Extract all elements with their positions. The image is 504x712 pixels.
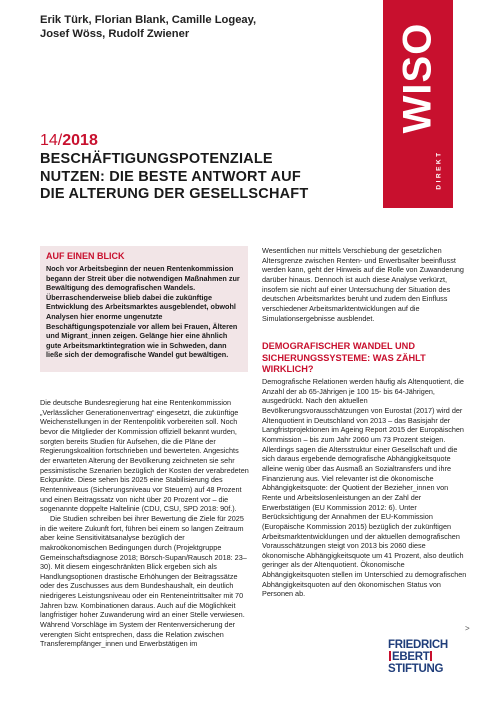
wiso-logo [383,0,453,208]
left-paragraph-2: Die Studien schreiben bei ihrer Bewertung die Ziele für 2025 in die weitere Zukunft fort, führen bei einem so langen Zeitraum aber keine Sensitivitätsanalyse bezüglich der makroökonomischen Bedingungen durch (Projektgruppe Gemeinschaftsdiagnose 2018; Börsch-Supan/Rausch 2018: 23–30). Mit diesem eingeschränkten Blick ergeben sich als Handlungsoptionen drastische Erhöhungen der Beitragssätze oder des Zuschusses aus dem Bundeshaushalt, ein deutlich niedrigeres Leistungsniveau oder ein Renteneintrittsalter mit 70 Jahren bzw. Kombinationen daraus. Auch auf die Möglichkeit langfristiger hoher Zuwanderung wird an einer Stelle verwiesen. Während Vorschläge im System der Rentenversicherung der verengten Sicht entsprechen, dass die Relation zwischen Transferempfänger_innen und Erwerbstätigen im [40,513,247,649]
summary-box [40,246,248,372]
title-line-3: DIE ALTERUNG DER GESELLSCHAFT [40,186,309,202]
right-column-intro [262,246,468,323]
section-heading: DEMOGRAFISCHER WANDEL UND SICHERUNGSSYSTEME: WAS ZÄHLT WIRKLICH? [262,341,426,374]
fes-bar-left [389,651,391,661]
author-list [40,14,370,41]
right-column-body [262,377,468,599]
title-line-1: BESCHÄFTIGUNGSPOTENZIALE [40,151,273,167]
authors-line-1: Erik Türk, Florian Blank, Camille Logeay, [40,14,257,26]
authors-line-2: Josef Wöss, Rudolf Zwiener [40,27,190,40]
right-paragraph-2: Demografische Relationen werden häufig als Altenquotient, die Anzahl der ab 65-Jährigen je 100 15- bis 64-Jährigen, ausgedrückt. Nach den aktuellen Bevölkerungsvorausschätzungen von Eurostat (2017) wird der Altenquotient in Deutschland von 2013 – das Basisjahr der Langfristprojektionen im Ageing Report 2015 der Europäischen Kommission – bis zum Jahr 2060 um 73 Prozent steigen. Allerdings sagen die Altersstruktur einer Gesellschaft und die sich daraus ergebende demografische Abhängigkeitsquote alleine wenig über das Ausmaß an Sozialtransfers und ihre Finanzierung aus. Viel relevanter ist die ökonomische Abhängigkeitsquote: der Quotient der Bezieher_innen von Rente und Arbeitslosenleistungen an der Zahl der Erwerbstätigen (EU Kommission 2012: 6). Unter Berücksichtigung der Annahmen der EU-Kommission (Europäische Kommission 2015) bezüglich der zukünftigen Arbeitsmarktentwicklungen und der aktuellen demografischen Vorausschätzungen steigt von 2013 bis 2060 diese ökonomische Abhängigkeitsquote um 41 Prozent, also deutlich geringer als der Altenquotient. Ökonomische Abhängigkeitsquoten stellen im Unterschied zu demografischen Abhängigkeitsquoten auf den ökonomischen Status von Personen ab. [262,377,467,599]
fes-line-2: EBERT [392,651,430,664]
left-column-body [40,398,250,649]
wiso-wordmark: WISO [395,22,440,134]
issue-number-prefix: 14/ [40,132,63,149]
fes-line-1: FRIEDRICH [388,639,448,651]
title-line-2: NUTZEN: DIE BESTE ANTWORT AUF [40,168,301,185]
direkt-label: DIREKT [435,150,443,190]
issue-number [40,132,98,150]
page-title [40,151,380,204]
issue-year: 2018 [62,132,98,149]
fes-line-3: STIFTUNG [388,663,444,676]
summary-text: Noch vor Arbeitsbeginn der neuen Rentenkommission begann der Streit über die notwendigen Maßnahmen zur Bewältigung des demografischen Wandels. Überraschenderweise blieb dabei die zukünftige Entwicklung des Arbeitsmarktes ausgeblendet, obwohl Analysen hier enorme ungenutzte Beschäftigungspotenziale vor allem bei Frauen, Älteren und Migrant_innen zeigen. Gelänge hier eine ähnlich gute Arbeitsmarktintegration wie in Schweden, dann ließe sich der demografische Wandel gut bewältigen. [46,264,240,360]
right-paragraph-1: Wesentlichen nur mittels Verschiebung der gesetzlichen Altersgrenze zwischen Renten- und Erwerbsalter beeinflusst werden kann, geht der Hinweis auf die Rolle von Zuwanderung darüber hinaus. Dennoch ist auch diese Analyse verkürzt, insofern sie nicht auf einer Untersuchung der Situation des deutschen Arbeitsmarktes beruht und zudem den Einfluss verschiedener Arbeitsmarktentwicklungen auf die Simulationsergebnisse ausblendet. [262,246,464,323]
continue-arrow: > [465,624,470,633]
fes-logo [388,639,448,693]
left-paragraph-1: Die deutsche Bundesregierung hat eine Rentenkommission „Verlässlicher Generationenvertrag“ eingesetzt, die zukünftige Weichenstellungen in der Rentenpolitik vorbereiten soll. Noch bevor die Mitglieder der Kommission offiziell bekannt wurden, sorgten bereits Studien für Aufsehen, die die Pläne der Regierungskoalition fortschrieben und bewerteten. Angesichts der erwarteten Alterung der Bevölkerung zeichneten sie sehr pessimistische Szenarien bezüglich der Kosten der verabredeten Eckpunkte. Diese sehen bis 2025 eine Stabilisierung des Rentenniveaus (Sicherungsniveau vor Steuern) auf 48 Prozent und einen Beitragssatz von nicht über 20 Prozent vor – die sogenannte doppelte Haltelinie (CDU, CSU, SPD 2018: 90f.). [40,398,249,514]
summary-heading: AUF EINEN BLICK [46,251,125,261]
fes-bar-right [430,651,432,661]
